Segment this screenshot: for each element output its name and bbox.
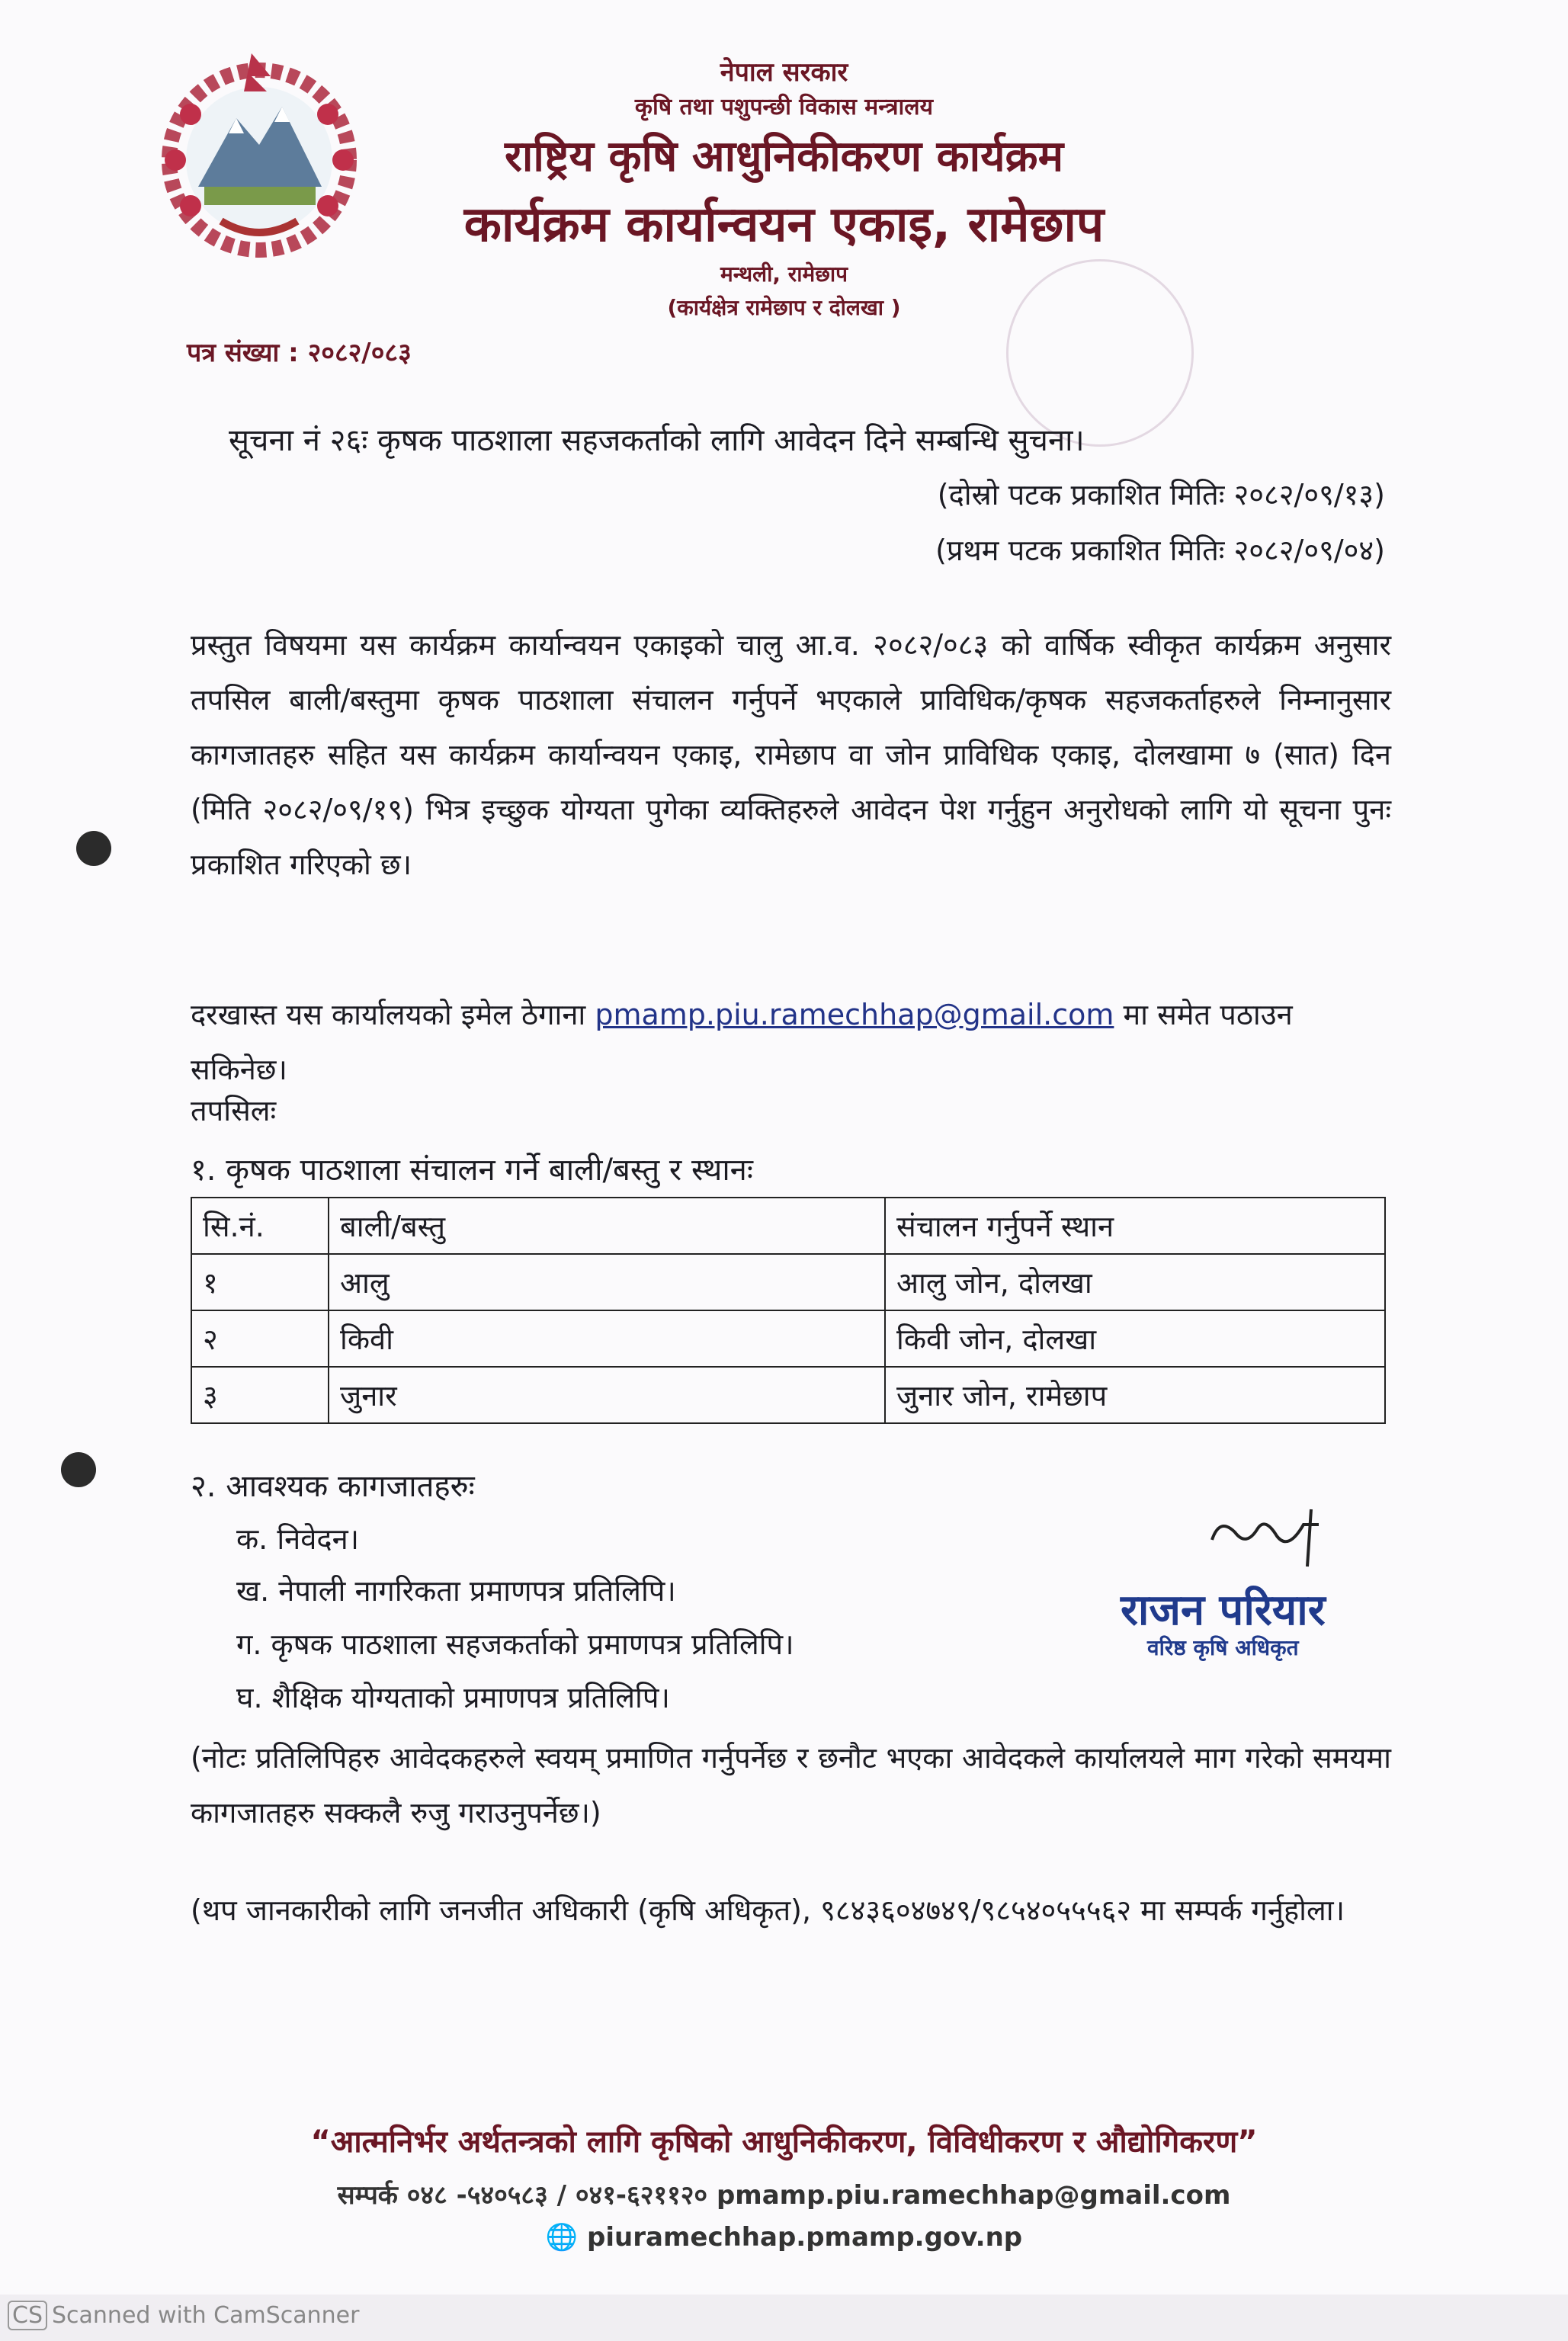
table-row [191,1367,1385,1423]
signatory-title: वरिष्ठ कृषि अधिकृत [1147,1635,1299,1660]
contact-paragraph: (थप जानकारीको लागि जनजीत अधिकारी (कृषि अधिकृत), ९८४३६०४७४९/९८५४०५५५६२ मा सम्पर्क गर्नुहोला। [191,1894,1345,1927]
email-prefix: दरखास्त यस कार्यालयको इमेल ठेगाना [191,998,595,1031]
table-cell: किवी [329,1310,885,1367]
section2-heading: २. आवश्यक कागजातहरुः [191,1469,475,1504]
tapasil-label: तपसिलः [191,1094,277,1127]
column-header: बाली/बस्तु [329,1198,885,1254]
document-item: क. निवेदन। [236,1522,360,1556]
email-link[interactable]: pmamp.piu.ramechhap@gmail.com [595,998,1114,1031]
unit-name: कार्यक्रम कार्यान्वयन एकाइ, रामेछाप [463,197,1105,253]
work-area: (कार्यक्षेत्र रामेछाप र दोलखा ) [667,295,901,320]
first-publish-date: (प्रथम पटक प्रकाशित मितिः २०८२/०९/०४) [935,534,1385,567]
ministry-name: कृषि तथा पशुपन्छी विकास मन्त्रालय [634,94,934,120]
government-name: नेपाल सरकार [720,57,848,88]
signatory-name: राजन परियार [1121,1586,1326,1635]
table-cell: आलु जोन, दोलखा [885,1254,1385,1310]
punch-hole [76,831,111,866]
footer-motto: “आत्मनिर्भर अर्थतन्त्रको लागि कृषिको आधुनिकीकरण, विविधीकरण र औद्योगिकरण” [310,2125,1258,2160]
email-paragraph [191,987,1391,1097]
program-name: राष्ट्रिय कृषि आधुनिकीकरण कार्यक्रम [504,132,1064,181]
scanner-watermark [8,2301,359,2330]
table-cell: जुनार [329,1367,885,1423]
footer-contact: सम्पर्क ०४८ -५४०५८३ / ०४१-६२११२० pmamp.piu.ramechhap@gmail.com [337,2180,1231,2211]
column-header: सि.नं. [191,1198,329,1254]
office-address: मन्थली, रामेछाप [720,261,848,287]
table-cell: २ [191,1310,329,1367]
section1-heading: १. कृषक पाठशाला संचालन गर्ने बाली/बस्तु र स्थानः [191,1153,753,1188]
notice-title: सूचना नं २६ः कृषक पाठशाला सहजकर्ताको लागि आवेदन दिने सम्बन्धि सुचना। [229,423,1085,458]
table-cell: ३ [191,1367,329,1423]
table-cell: जुनार जोन, रामेछाप [885,1367,1385,1423]
second-publish-date: (दोस्रो पटक प्रकाशित मितिः २०८२/०९/१३) [937,478,1385,511]
crop-table [191,1197,1386,1424]
table-header-row [191,1198,1385,1254]
website-link[interactable]: piuramechhap.pmamp.gov.np [587,2222,1023,2253]
table-row [191,1310,1385,1367]
note-paragraph: (नोटः प्रतिलिपिहरु आवेदकहरुले स्वयम् प्रमाणित गर्नुपर्नेछ र छनौट भएका आवेदकले कार्यालयले माग गरेको समयमा कागजातहरु सक्कलै रुजु गराउनुपर्नेछ।) [191,1741,1391,1830]
camscanner-logo-icon: CS [8,2301,47,2330]
scanner-text: Scanned with CamScanner [52,2302,360,2329]
column-header: संचालन गर्नुपर्ने स्थान [885,1198,1385,1254]
globe-icon: 🌐 [545,2222,579,2253]
table-cell: आलु [329,1254,885,1310]
email-suffix: मा समेत पठाउन सकिनेछ। [191,998,1293,1086]
signature-icon [1204,1502,1342,1570]
footer-website [0,2222,1568,2253]
letter-number: पत्र संख्या : २०८२/०८३ [187,338,412,368]
document-item: ख. नेपाली नागरिकता प्रमाणपत्र प्रतिलिपि। [236,1574,676,1608]
table-cell: किवी जोन, दोलखा [885,1310,1385,1367]
table-cell: १ [191,1254,329,1310]
notice-body: प्रस्तुत विषयमा यस कार्यक्रम कार्यान्वयन एकाइको चालु आ.व. २०८२/०८३ को वार्षिक स्वीकृत कार्यक्रम अनुसार तपसिल बाली/बस्तुमा कृषक पाठशाला संचालन गर्नुपर्ने भएकाले प्राविधिक/कृषक सहजकर्ताहरुले निम्नानुसार कागजातहरु सहित यस कार्यक्रम कार्यान्वयन एकाइ, रामेछाप वा जोन प्राविधिक एकाइ, दोलखामा ७ (सात) दिन (मिति २०८२/०९/१९) भित्र इच्छुक योग्यता पुगेका व्यक्तिहरुले आवेदन पेश गर्नुहुन अनुरोधको लागि यो सूचना पुनः प्रकाशित गरिएको छ। [191,628,1391,881]
table-row [191,1254,1385,1310]
document-item: घ. शैक्षिक योग्यताको प्रमाणपत्र प्रतिलिपि। [236,1681,670,1714]
punch-hole [61,1452,96,1487]
document-item: ग. कृषक पाठशाला सहजकर्ताको प्रमाणपत्र प्रतिलिपि। [236,1627,794,1661]
